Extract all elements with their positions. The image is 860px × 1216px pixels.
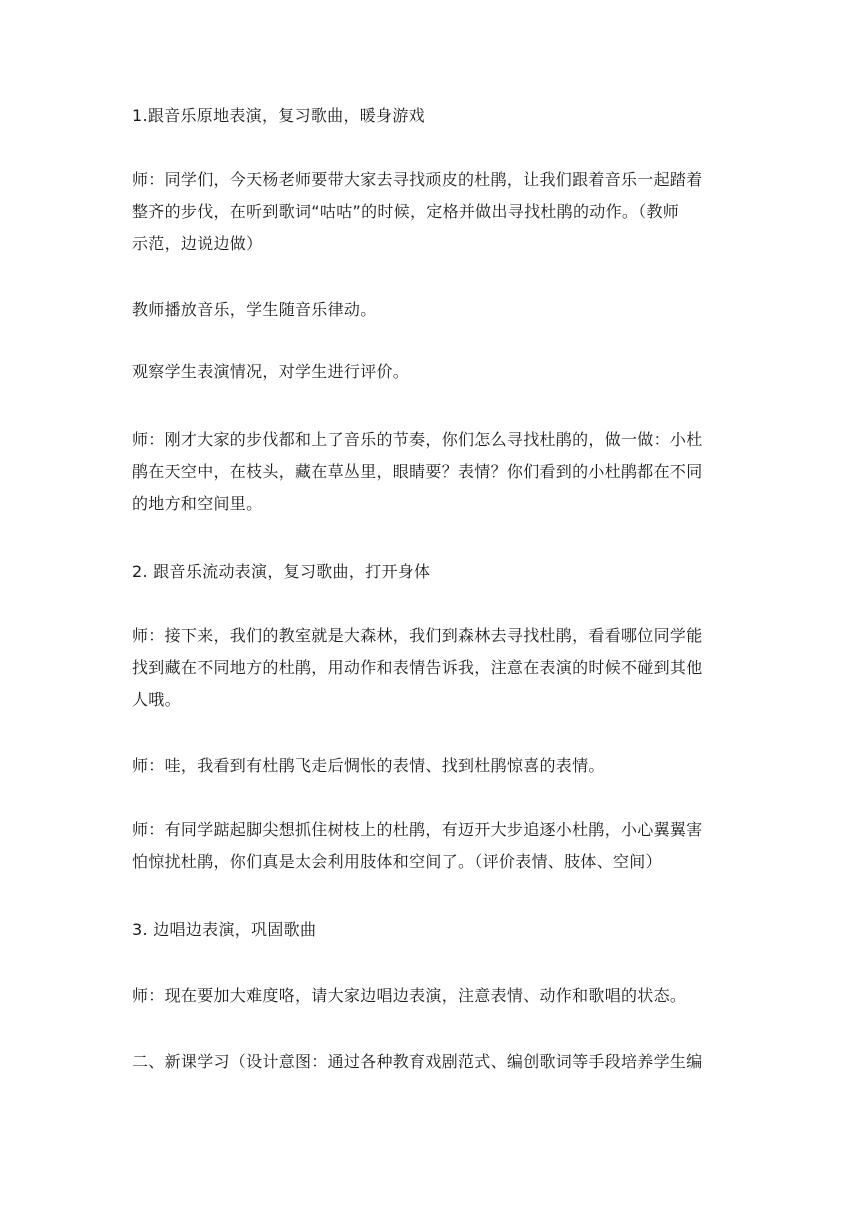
- heading-sing-perform: [132, 914, 732, 946]
- text-line: 师：有同学踮起脚尖想抓住树枝上的杜鹃，有迈开大步追逐小杜鹃，小心翼翼害: [132, 820, 703, 839]
- text-line: 师：哇，我看到有杜鹃飞走后惆怅的表情、找到杜鹃惊喜的表情。: [132, 756, 605, 775]
- paragraph-forest: [132, 620, 732, 716]
- text-line: 鹃在天空中，在枝头，藏在草丛里，眼睛要？表情？你们看到的小杜鹃都在不同: [132, 462, 703, 481]
- text-line: 师：现在要加大难度咯，请大家边唱边表演，注意表情、动作和歌唱的状态。: [132, 986, 687, 1005]
- text-line: 师：同学们，今天杨老师要带大家去寻找顽皮的杜鹃，让我们跟着音乐一起踏着: [132, 170, 703, 189]
- paragraph-observe: [132, 356, 732, 388]
- paragraph-play-music: [132, 294, 732, 326]
- paragraph-difficulty: [132, 980, 732, 1012]
- text-line: 二、新课学习（设计意图：通过各种教育戏剧范式、编创歌词等手段培养学生编: [132, 1052, 703, 1071]
- text-line: 怕惊扰杜鹃，你们真是太会利用肢体和空间了。（评价表情、肢体、空间）: [132, 852, 662, 871]
- text-line: 人哦。: [132, 690, 181, 709]
- text-line: 教师播放音乐，学生随音乐律动。: [132, 300, 377, 319]
- heading-warmup: [132, 100, 732, 132]
- text-line: 3. 边唱边表演，巩固歌曲: [132, 920, 317, 939]
- text-line: 师：接下来，我们的教室就是大森林，我们到森林去寻找杜鹃，看看哪位同学能: [132, 626, 703, 645]
- text-line: 2. 跟音乐流动表演，复习歌曲，打开身体: [132, 562, 431, 581]
- text-line: 的地方和空间里。: [132, 494, 263, 513]
- paragraph-teacher-intro: [132, 164, 732, 260]
- text-line: 1.跟音乐原地表演，复习歌曲，暖身游戏: [132, 106, 425, 125]
- paragraph-evaluation: [132, 814, 732, 878]
- text-line: 师：刚才大家的步伐都和上了音乐的节奏，你们怎么寻找杜鹃的，做一做：小杜: [132, 430, 703, 449]
- text-line: 观察学生表演情况，对学生进行评价。: [132, 362, 410, 381]
- text-line: 整齐的步伐，在听到歌词“咕咕”的时候，定格并做出寻找杜鹃的动作。（教师: [132, 202, 680, 221]
- heading-flow-performance: [132, 556, 732, 588]
- paragraph-teacher-feedback: [132, 424, 732, 520]
- text-line: 示范，边说边做）: [132, 234, 263, 253]
- heading-new-lesson: [132, 1046, 732, 1078]
- text-line: 找到藏在不同地方的杜鹃，用动作和表情告诉我，注意在表演的时候不碰到其他: [132, 658, 703, 677]
- paragraph-expressions: [132, 750, 732, 782]
